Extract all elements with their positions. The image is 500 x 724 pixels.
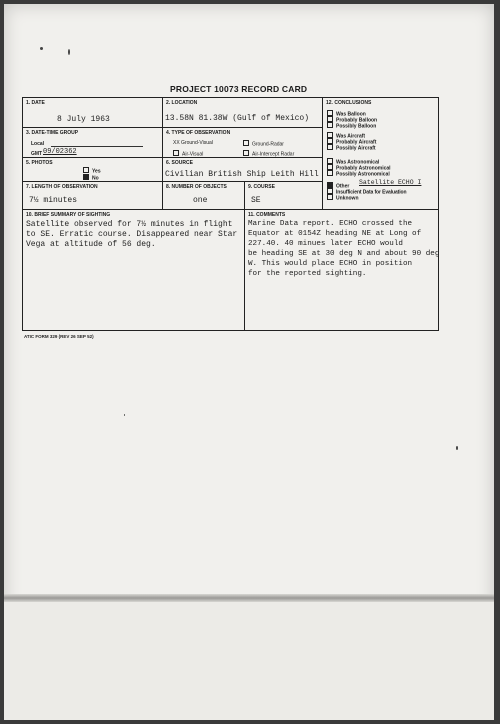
checkbox bbox=[327, 144, 333, 150]
conclusion-option: Probably Astronomical bbox=[327, 164, 391, 172]
conclusion-option: Insufficient Data for Evaluation bbox=[327, 188, 406, 196]
air-visual-checkbox bbox=[173, 150, 179, 156]
photos-yes-checkbox bbox=[83, 167, 89, 173]
datetime-label: 3. DATE-TIME GROUP bbox=[26, 130, 79, 136]
record-card-sheet bbox=[4, 4, 494, 720]
speck bbox=[68, 49, 70, 55]
date-label: 1. DATE bbox=[26, 100, 45, 106]
checkbox bbox=[327, 170, 333, 176]
local-underline bbox=[51, 146, 143, 147]
photos-no-checkbox bbox=[83, 174, 89, 180]
ground-radar-checkbox bbox=[243, 140, 249, 146]
air-intercept-option: Air-Intercept Radar bbox=[243, 150, 294, 158]
datetime-cell bbox=[23, 128, 163, 158]
photos-yes-option: Yes bbox=[83, 167, 101, 175]
course-cell bbox=[245, 182, 323, 210]
photos-no-option: No bbox=[83, 174, 99, 182]
conclusion-option: Was Aircraft bbox=[327, 132, 365, 140]
observation-type-cell bbox=[163, 128, 323, 158]
conclusion-option: Unknown bbox=[327, 194, 359, 202]
num-objects-label: 8. NUMBER OF OBJECTS bbox=[166, 184, 227, 190]
conclusion-option: Possibly Aircraft bbox=[327, 144, 376, 152]
length-value: 7½ minutes bbox=[29, 196, 78, 205]
conclusion-option: Probably Aircraft bbox=[327, 138, 376, 146]
comments-line: Equator at 0154Z heading NE at Long of bbox=[248, 230, 422, 238]
comments-line: 227.40. 40 minues later ECHO would bbox=[248, 240, 403, 248]
conclusion-option: Was Balloon bbox=[327, 110, 366, 118]
gmt-value: 09/02362 bbox=[43, 148, 77, 156]
summary-line: Satellite observed for 7½ minutes in flight bbox=[26, 220, 233, 229]
speck bbox=[124, 414, 125, 416]
conclusion-option: Possibly Astronomical bbox=[327, 170, 390, 178]
num-objects-value: one bbox=[193, 196, 208, 205]
air-visual-option: Air-Visual bbox=[173, 150, 203, 158]
comments-line: Marine Data report. ECHO crossed the bbox=[248, 220, 413, 228]
conclusion-other-value: Satellite ECHO I bbox=[359, 179, 422, 186]
ground-radar-option: Ground-Radar bbox=[243, 140, 284, 148]
observation-type-label: 4. TYPE OF OBSERVATION bbox=[166, 130, 231, 136]
comments-line: be heading SE at 30 deg N and about 90 deg bbox=[248, 250, 440, 258]
source-value: Civilian British Ship Leith Hill bbox=[165, 170, 319, 179]
lower-page bbox=[4, 602, 494, 720]
gmt-label: GMT bbox=[31, 151, 43, 157]
photos-cell bbox=[23, 158, 163, 182]
source-label: 6. SOURCE bbox=[166, 160, 193, 166]
speck bbox=[456, 446, 458, 450]
comments-cell bbox=[245, 210, 438, 331]
summary-line: to SE. Erratic course. Disappeared near Star bbox=[26, 230, 238, 239]
comments-line: W. This would place ECHO in position bbox=[248, 260, 413, 268]
ground-visual-option: XX Ground-Visual bbox=[173, 140, 213, 146]
conclusions-cell bbox=[323, 98, 438, 210]
date-value: 8 July 1963 bbox=[57, 115, 110, 124]
form-title: PROJECT 10073 RECORD CARD bbox=[170, 84, 308, 94]
conclusions-label: 12. CONCLUSIONS bbox=[326, 100, 372, 106]
photos-label: 5. PHOTOS bbox=[26, 160, 53, 166]
course-value: SE bbox=[251, 196, 261, 205]
local-label: Local bbox=[31, 141, 45, 147]
conclusion-option: Possibly Balloon bbox=[327, 122, 376, 130]
location-value: 13.58N 81.38W (Gulf of Mexico) bbox=[165, 114, 310, 123]
location-cell bbox=[163, 98, 323, 128]
conclusion-other-option: Other bbox=[327, 182, 349, 190]
checkbox bbox=[327, 194, 333, 200]
course-label: 9. COURSE bbox=[248, 184, 275, 190]
speck bbox=[40, 47, 43, 50]
num-objects-cell bbox=[163, 182, 245, 210]
length-label: 7. LENGTH OF OBSERVATION bbox=[26, 184, 98, 190]
summary-line: Vega at altitude of 56 deg. bbox=[26, 240, 156, 249]
page-fold-band bbox=[4, 594, 494, 602]
summary-label: 10. BRIEF SUMMARY OF SIGHTING bbox=[26, 212, 111, 218]
source-cell bbox=[163, 158, 323, 182]
conclusion-option: Was Astronomical bbox=[327, 158, 379, 166]
checkbox bbox=[327, 122, 333, 128]
air-intercept-checkbox bbox=[243, 150, 249, 156]
conclusion-option: Probably Balloon bbox=[327, 116, 377, 124]
length-cell bbox=[23, 182, 163, 210]
summary-cell bbox=[23, 210, 245, 331]
form-footer: ATIC FORM 329 (REV 26 SEP 52) bbox=[24, 334, 94, 339]
comments-label: 11. COMMENTS bbox=[248, 212, 286, 218]
comments-line: for the reported sighting. bbox=[248, 270, 367, 278]
date-cell bbox=[23, 98, 163, 128]
location-label: 2. LOCATION bbox=[166, 100, 198, 106]
record-form bbox=[22, 97, 439, 331]
